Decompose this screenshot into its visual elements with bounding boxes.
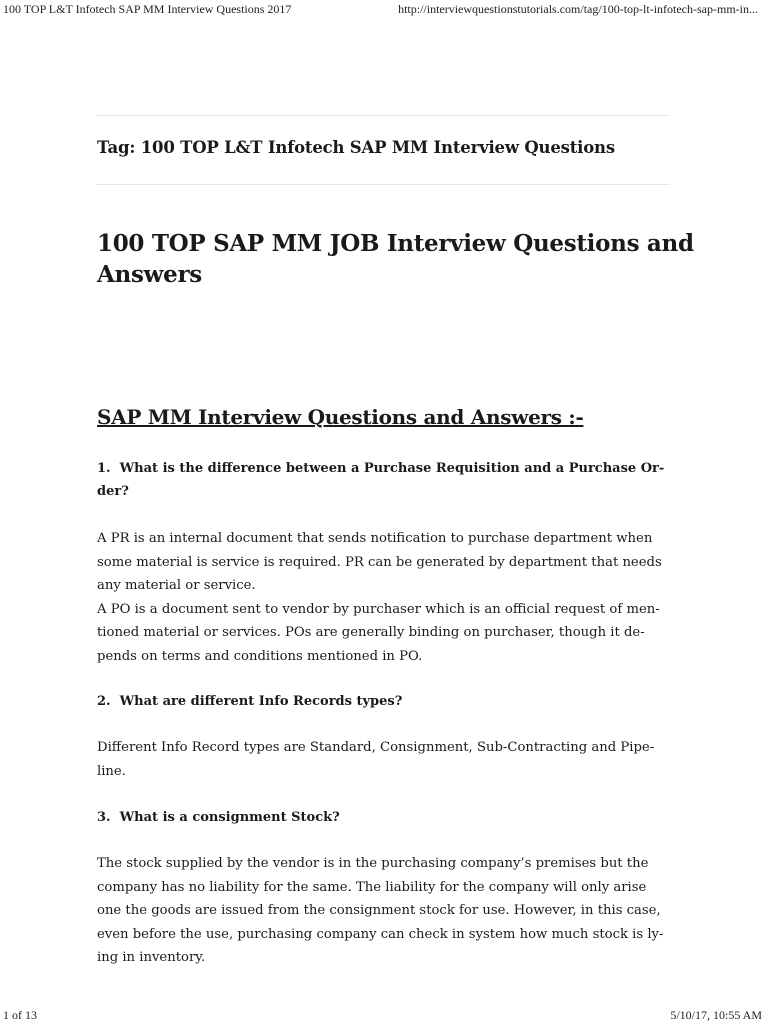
answer-line: A PO is a document sent to vendor by purchaser which is an official request of men- [97,601,660,617]
post-title[interactable] [97,228,694,290]
question-3 [97,806,670,829]
question-line [97,690,670,713]
tag-divider [97,184,670,185]
post-title-line: 100 TOP SAP MM JOB Interview Questions and [97,230,694,257]
question-2 [97,690,670,713]
document-title: 100 TOP L&T Infotech SAP MM Interview Questions 2017 [3,2,292,16]
question-line [97,806,670,829]
section-heading: SAP MM Interview Questions and Answers :- [97,405,584,429]
answer-line: line. [97,763,126,779]
tag-title: Tag: 100 TOP L&T Infotech SAP MM Interview Questions [97,138,615,157]
question-1 [97,457,670,503]
question-number: 2. [97,694,111,709]
answer-3 [97,852,670,970]
answer-line: company has no liability for the same. The liability for the company will only arise [97,879,647,895]
post-title-line: Answers [97,261,202,288]
question-number: 1. [97,461,111,476]
answer-line: one the goods are issued from the consignment stock for use. However, in this case, [97,903,661,919]
page-url[interactable]: http://interviewquestionstutorials.com/tag/100-top-lt-infotech-sap-mm-in... [398,2,758,16]
answer-line: any material or service. [97,578,256,594]
print-footer [0,1006,768,1024]
top-divider [97,115,670,116]
question-line: der? [97,484,129,499]
question-line [97,457,670,480]
page-number: 1 of 13 [3,1008,37,1022]
question-text: What is the difference between a Purchase Requisition and a Purchase Or- [119,461,665,476]
question-number: 3. [97,810,111,825]
answer-line: pends on terms and conditions mentioned in PO. [97,648,423,664]
print-datetime: 5/10/17, 10:55 AM [670,1008,762,1022]
answer-line: Different Info Record types are Standard, Consignment, Sub-Contracting and Pipe- [97,740,655,755]
answer-line: The stock supplied by the vendor is in the purchasing company’s premises but the [97,856,649,871]
answer-line: even before the use, purchasing company can check in system how much stock is ly- [97,926,664,942]
answer-line: A PR is an internal document that sends notification to purchase department when [97,531,653,546]
answer-line: ing in inventory. [97,950,206,966]
answer-2 [97,736,670,783]
print-header [0,0,768,20]
answer-line: some material is service is required. PR can be generated by department that needs [97,554,662,570]
question-text: What are different Info Records types? [119,694,403,709]
answer-1 [97,527,670,669]
answer-line: tioned material or services. POs are generally binding on purchaser, though it de- [97,625,645,641]
question-text: What is a consignment Stock? [119,810,340,825]
